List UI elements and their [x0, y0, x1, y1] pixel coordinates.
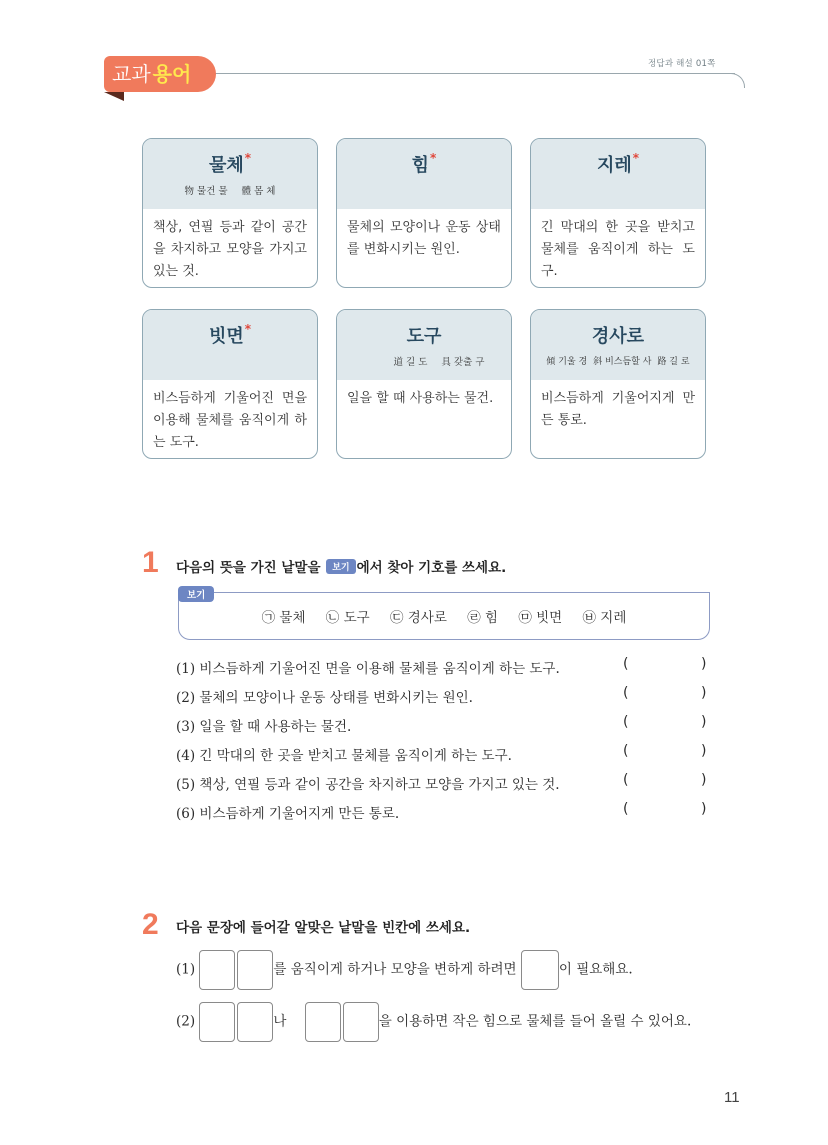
question-number: 2	[142, 908, 159, 941]
header-rule-curve	[720, 73, 745, 88]
q1-item: (4) 긴 막대의 한 곳을 받치고 물체를 움직이게 하는 도구.	[176, 748, 512, 764]
answer-blank-close: )	[701, 714, 707, 730]
term-definition: 일을 할 때 사용하는 물건.	[347, 391, 494, 406]
answer-box[interactable]	[237, 1002, 273, 1042]
term-title: 힘	[411, 155, 430, 176]
choice-item: ㉠ 물체	[261, 610, 306, 626]
answer-box[interactable]	[199, 950, 235, 990]
q1-item: (2) 물체의 모양이나 운동 상태를 변화시키는 원인.	[176, 690, 473, 706]
term-title: 경사로	[591, 326, 645, 347]
q2-line-label: (1)	[176, 961, 196, 978]
section-tab-fold	[104, 92, 124, 101]
question-prompt: 다음의 뜻을 가진 낱말을 보기 에서 찾아 기호를 쓰세요.	[176, 560, 507, 576]
bogi-tag: 보기	[178, 586, 214, 602]
term-card	[142, 309, 318, 459]
section-title-b: 용어	[152, 62, 192, 86]
bogi-choices	[178, 606, 710, 626]
q1-item: (1) 비스듬하게 기울어진 면을 이용해 물체를 움직이게 하는 도구.	[176, 661, 560, 677]
choice-item: ㉡ 도구	[325, 610, 370, 626]
answer-blank-open: (	[623, 656, 629, 672]
term-card	[142, 138, 318, 288]
answer-blank-close: )	[701, 656, 707, 672]
answer-blank-close: )	[701, 772, 707, 788]
term-title: 지레	[596, 155, 632, 176]
term-card	[336, 309, 512, 459]
q2-line-2: (2) 나 을 이용하면 작은 힘으로 물체를 들어 올릴 수 있어요.	[176, 1002, 691, 1042]
term-star: *	[430, 151, 437, 165]
term-definition: 물체의 모양이나 운동 상태를 변화시키는 원인.	[347, 220, 501, 257]
term-title: 빗면	[208, 326, 244, 347]
header-rule	[205, 73, 735, 74]
answer-box[interactable]	[237, 950, 273, 990]
term-definition: 비스듬하게 기울어진 면을 이용해 물체를 움직이게 하는 도구.	[153, 391, 307, 450]
term-star: *	[632, 151, 640, 165]
answer-blank-close: )	[701, 801, 707, 817]
answer-blank-open: (	[623, 801, 629, 817]
answer-box[interactable]	[305, 1002, 341, 1042]
term-title: 도구	[406, 326, 442, 347]
term-definition: 비스듬하게 기울어지게 만든 통로.	[541, 391, 695, 428]
q2-line-1: (1) 를 움직이게 하거나 모양을 변하게 하려면 이 필요해요.	[176, 950, 633, 990]
term-definition: 긴 막대의 한 곳을 받치고 물체를 움직이게 하는 도구.	[541, 220, 695, 279]
answer-blank-open: (	[623, 743, 629, 759]
q2-line-label: (2)	[176, 1013, 196, 1030]
term-card	[530, 138, 706, 288]
answer-blank-open: (	[623, 685, 629, 701]
question-prompt: 다음 문장에 들어갈 알맞은 낱말을 빈칸에 쓰세요.	[176, 920, 471, 936]
term-hanja: 物 물건 물 體 몸 체	[184, 186, 276, 197]
term-title: 물체	[208, 155, 244, 176]
answer-blank-open: (	[623, 714, 629, 730]
term-star: *	[244, 151, 252, 165]
q1-item: (5) 책상, 연필 등과 같이 공간을 차지하고 모양을 가지고 있는 것.	[176, 777, 560, 793]
choice-item: ㉤ 빗면	[518, 610, 563, 626]
bogi-inline-badge: 보기	[326, 559, 355, 574]
q1-item: (6) 비스듬하게 기울어지게 만든 통로.	[176, 806, 400, 822]
answer-box[interactable]	[521, 950, 559, 990]
choice-item: ㉣ 힘	[467, 610, 499, 626]
term-star: *	[244, 322, 252, 336]
term-card	[336, 138, 512, 288]
term-definition: 책상, 연필 등과 같이 공간을 차지하고 모양을 가지고 있는 것.	[153, 220, 307, 279]
answer-blank-open: (	[623, 772, 629, 788]
choice-item: ㉢ 경사로	[389, 610, 447, 626]
answer-blank-close: )	[701, 685, 707, 701]
q1-item: (3) 일을 할 때 사용하는 물건.	[176, 719, 352, 735]
section-title-a: 교과	[112, 62, 151, 86]
answer-box[interactable]	[343, 1002, 379, 1042]
choice-item: ㉥ 지레	[582, 610, 627, 626]
answer-blank-close: )	[701, 743, 707, 759]
answer-box[interactable]	[199, 1002, 235, 1042]
section-title	[112, 59, 191, 89]
term-card	[530, 309, 706, 459]
question-number: 1	[142, 546, 159, 579]
term-hanja: 道 길 도 具 갖출 구	[393, 357, 485, 368]
page-number: 11	[724, 1089, 740, 1106]
term-hanja: 傾 기울 경 斜 비스듬할 사 路 길 로	[546, 357, 690, 367]
answer-reference: 정답과 해설 01쪽	[648, 59, 716, 69]
